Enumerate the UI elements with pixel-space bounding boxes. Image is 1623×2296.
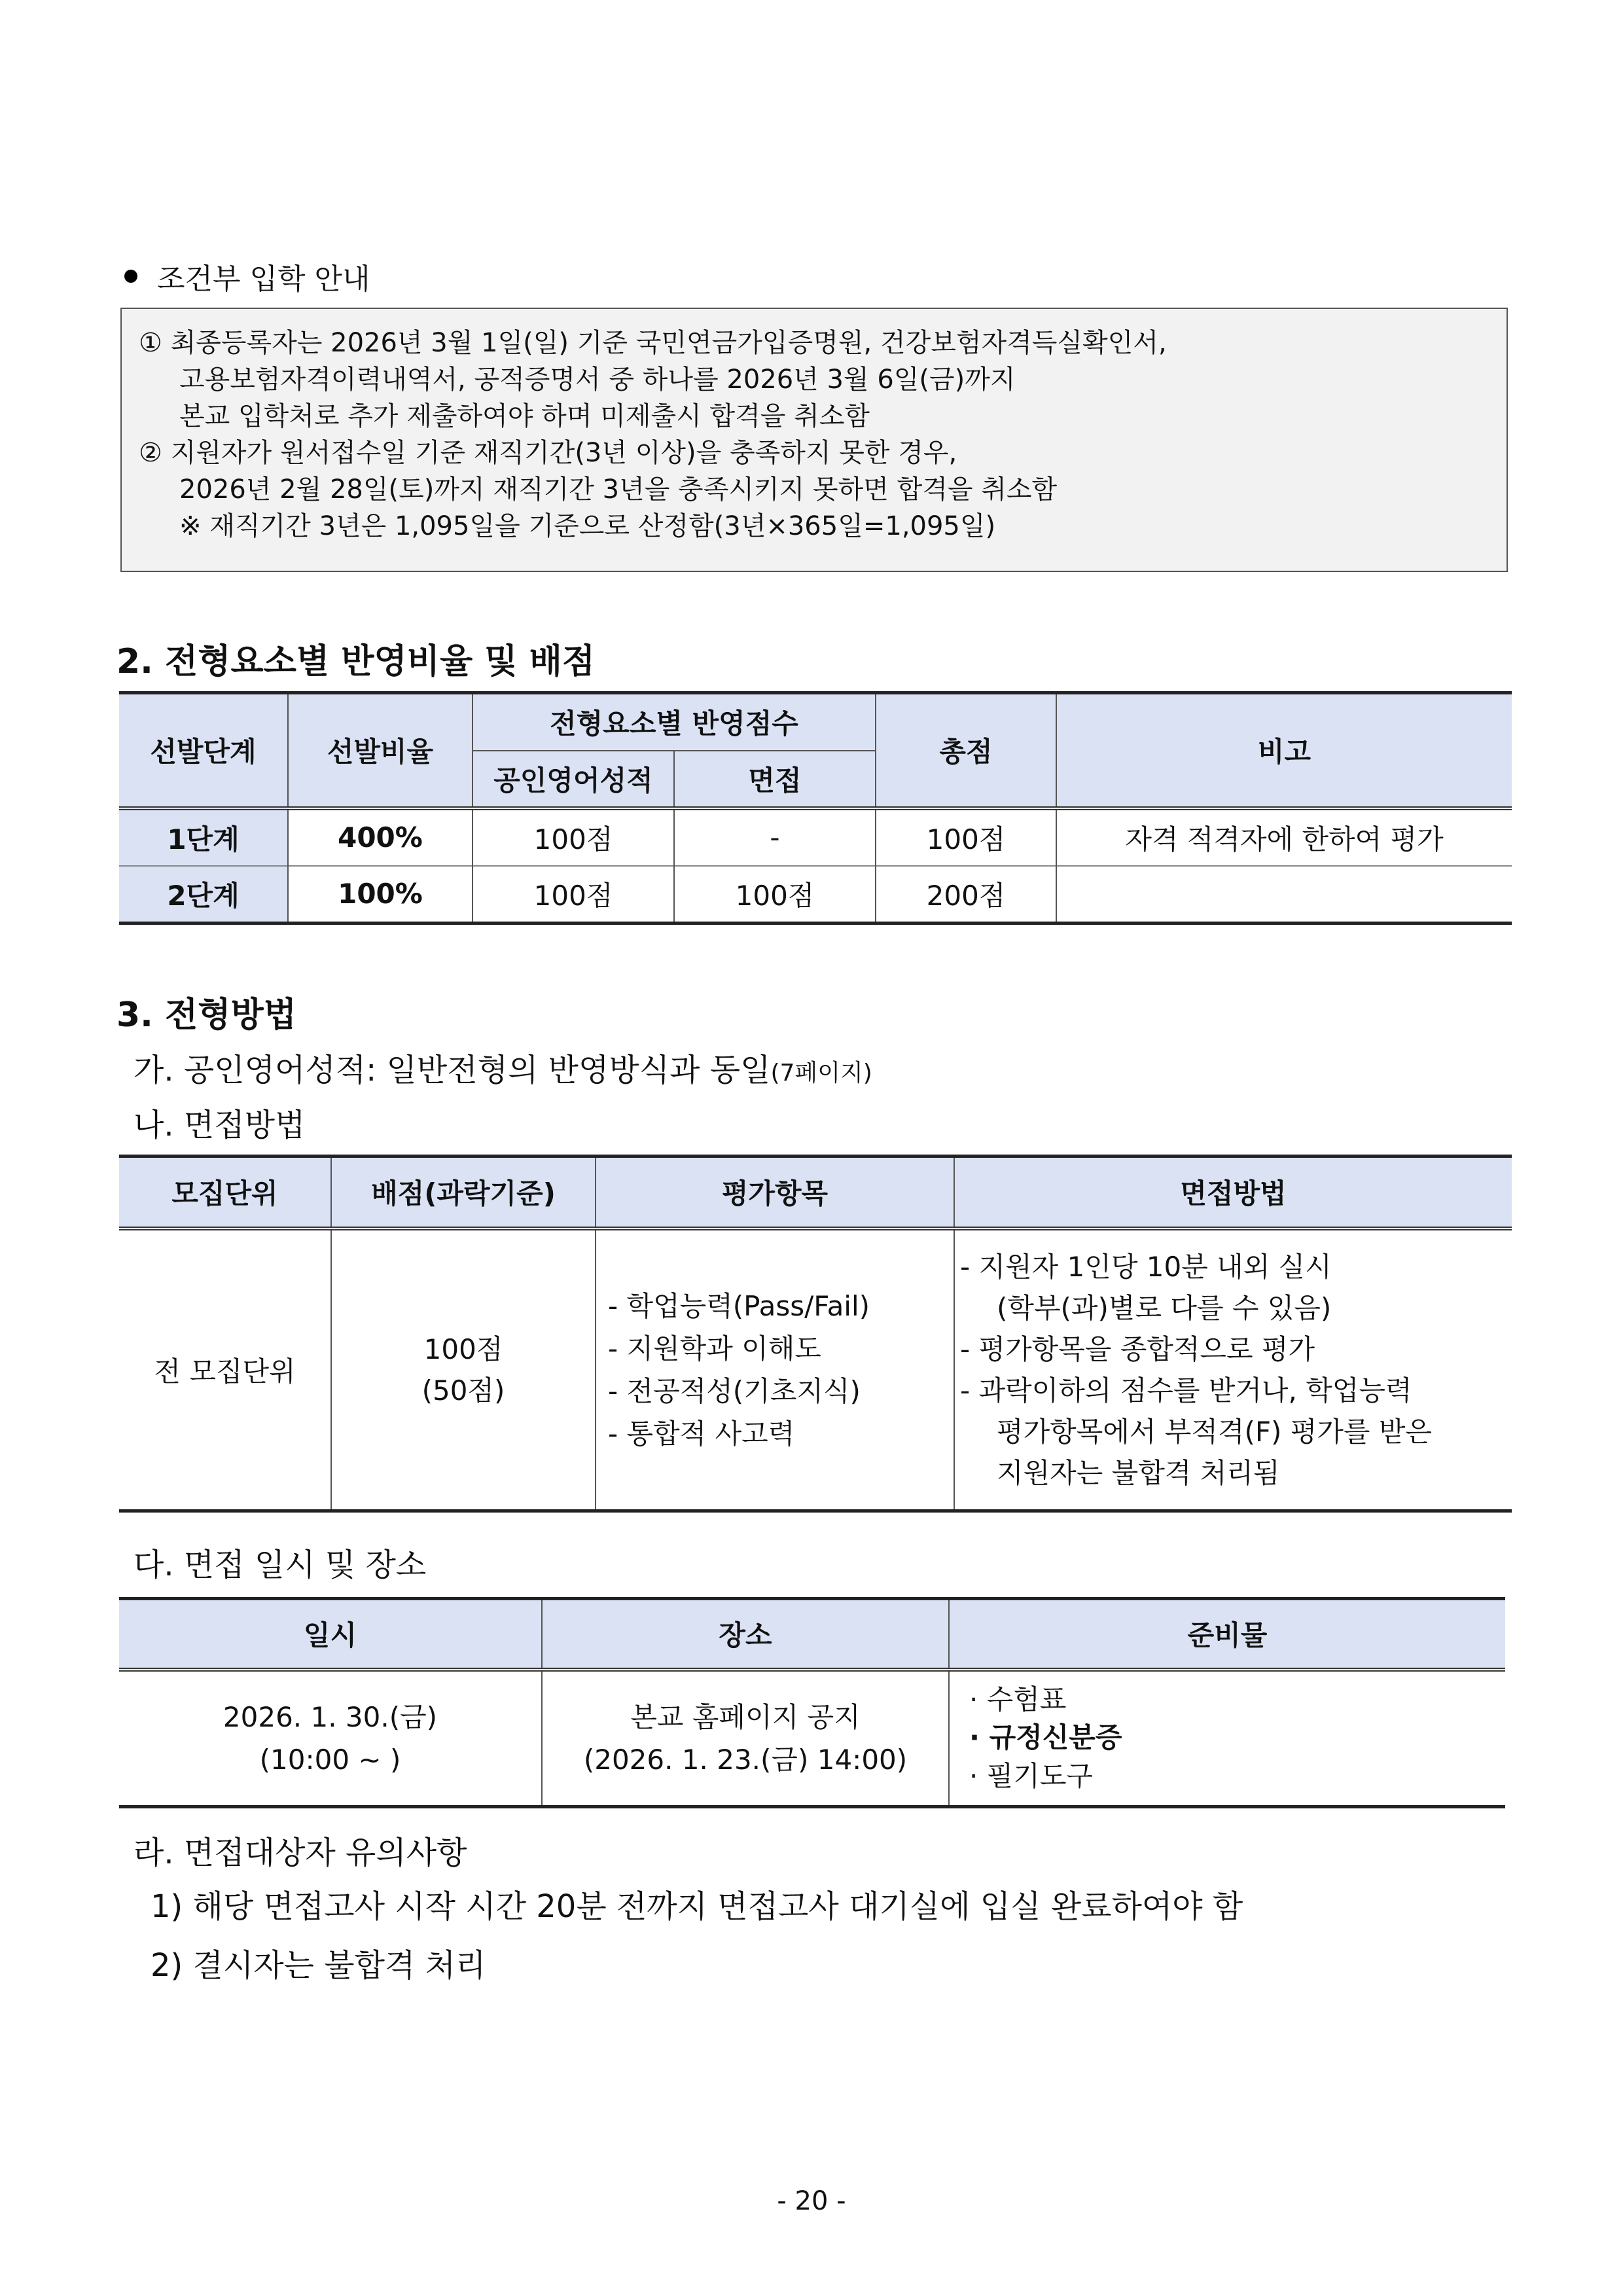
- table-row: [119, 1229, 1512, 1511]
- page-number: - 20 -: [777, 2186, 846, 2216]
- header-note: 비고: [1056, 693, 1512, 808]
- subsection-na: 나. 면접방법: [134, 1107, 306, 1143]
- notice-item-2: 2) 결시자는 불합격 처리: [151, 1947, 486, 1984]
- score-table: [119, 691, 1512, 925]
- table-row: [119, 866, 1512, 924]
- place-cell: [542, 1670, 949, 1807]
- header-unit: 모집단위: [119, 1157, 331, 1229]
- list-item: 평가항목에서 부적격(F) 평가를 받은: [997, 1415, 1432, 1448]
- subsection-ra: 라. 면접대상자 유의사항: [134, 1835, 467, 1871]
- notice-line-6: ※ 재직기간 3년은 1,095일을 기준으로 산정함(3년×365일=1,095일): [179, 511, 996, 541]
- list-item: · 수험표: [969, 1683, 1067, 1715]
- ga-text: 가. 공인영어성적: 일반전형의 반영방식과 동일: [134, 1052, 771, 1088]
- header-score-group: 전형요소별 반영점수: [473, 693, 876, 751]
- list-item: - 지원자 1인당 10분 내외 실시: [960, 1250, 1332, 1283]
- header-place: 장소: [542, 1599, 949, 1670]
- header-english: 공인영어성적: [473, 751, 674, 808]
- section3-title: 3. 전형방법: [116, 996, 296, 1035]
- items-cell: [596, 1229, 954, 1511]
- score-cutoff: (50점): [421, 1374, 505, 1407]
- bullet-icon: [124, 270, 137, 283]
- note-cell: [1056, 866, 1512, 924]
- list-item: (학부(과)별로 다를 수 있음): [997, 1291, 1332, 1324]
- english-cell: 100점: [473, 866, 674, 924]
- notice-line-3: 본교 입학처로 추가 제출하여야 하며 미제출시 합격을 취소함: [179, 401, 870, 431]
- header-score: 배점(과락기준): [331, 1157, 596, 1229]
- score-cell: [331, 1229, 596, 1511]
- section2-title: 2. 전형요소별 반영비율 및 배점: [116, 642, 596, 681]
- list-item: - 학업능력(Pass/Fail): [608, 1289, 870, 1322]
- ratio-cell: 100%: [288, 866, 473, 924]
- list-item: - 지원학과 이해도: [608, 1332, 821, 1365]
- time-value: (10:00 ~ ): [259, 1743, 401, 1776]
- interview-cell: -: [674, 808, 876, 866]
- stage-cell: 1단계: [119, 808, 288, 866]
- list-item: - 통합적 사고력: [608, 1417, 795, 1450]
- header-date: 일시: [119, 1599, 542, 1670]
- header-total: 총점: [876, 693, 1056, 808]
- ga-page-ref: (7페이지): [770, 1060, 872, 1086]
- list-item: · 필기도구: [969, 1760, 1093, 1793]
- conditional-title: 조건부 입학 안내: [157, 262, 370, 296]
- notice-line-4: ② 지원자가 원서접수일 기준 재직기간(3년 이상)을 충족하지 못한 경우,: [139, 438, 957, 468]
- header-prep: 준비물: [949, 1599, 1505, 1670]
- conditional-heading: [124, 255, 370, 297]
- date-cell: [119, 1670, 542, 1807]
- stage-cell: 2단계: [119, 866, 288, 924]
- subsection-da: 다. 면접 일시 및 장소: [134, 1547, 427, 1583]
- interview-cell: 100점: [674, 866, 876, 924]
- method-cell: [954, 1229, 1512, 1511]
- table-row: [119, 1670, 1505, 1807]
- ratio-cell: 400%: [288, 808, 473, 866]
- notice-line-2: 고용보험자격이력내역서, 공적증명서 중 하나를 2026년 3월 6일(금)까지: [179, 365, 1016, 395]
- notice-item-1: 1) 해당 면접고사 시작 시간 20분 전까지 면접고사 대기실에 입실 완료하여야 함: [151, 1888, 1243, 1925]
- header-ratio: 선발비율: [288, 693, 473, 808]
- english-cell: 100점: [473, 808, 674, 866]
- notice-line-5: 2026년 2월 28일(토)까지 재직기간 3년을 충족시키지 못하면 합격을 취소함: [179, 475, 1058, 505]
- header-items: 평가항목: [596, 1157, 954, 1229]
- unit-cell: 전 모집단위: [119, 1229, 331, 1511]
- schedule-table: [119, 1597, 1505, 1808]
- list-item: · 규정신분증: [969, 1721, 1122, 1754]
- header-stage: 선발단계: [119, 693, 288, 808]
- interview-method-table: [119, 1155, 1512, 1513]
- list-item: - 전공적성(기초지식): [608, 1374, 861, 1407]
- notice-line-1: ① 최종등록자는 2026년 3월 1일(일) 기준 국민연금가입증명원, 건강보험자격득실확인서,: [139, 328, 1167, 358]
- subsection-ga: [134, 1045, 872, 1090]
- score-value: 100점: [423, 1333, 503, 1365]
- list-item: - 평가항목을 종합적으로 평가: [960, 1333, 1315, 1365]
- place-notice-date: (2026. 1. 23.(금) 14:00): [583, 1743, 908, 1776]
- list-item: - 과락이하의 점수를 받거나, 학업능력: [960, 1374, 1412, 1407]
- header-method: 면접방법: [954, 1157, 1512, 1229]
- prep-cell: [949, 1670, 1505, 1807]
- conditional-notice-box: [120, 308, 1508, 572]
- list-item: 지원자는 불합격 처리됨: [997, 1456, 1280, 1489]
- date-value: 2026. 1. 30.(금): [223, 1700, 438, 1733]
- header-interview: 면접: [674, 751, 876, 808]
- table-row: [119, 808, 1512, 866]
- note-cell: 자격 적격자에 한하여 평가: [1125, 823, 1444, 855]
- total-cell: 100점: [876, 808, 1056, 866]
- total-cell: 200점: [876, 866, 1056, 924]
- place-value: 본교 홈페이지 공지: [630, 1700, 861, 1733]
